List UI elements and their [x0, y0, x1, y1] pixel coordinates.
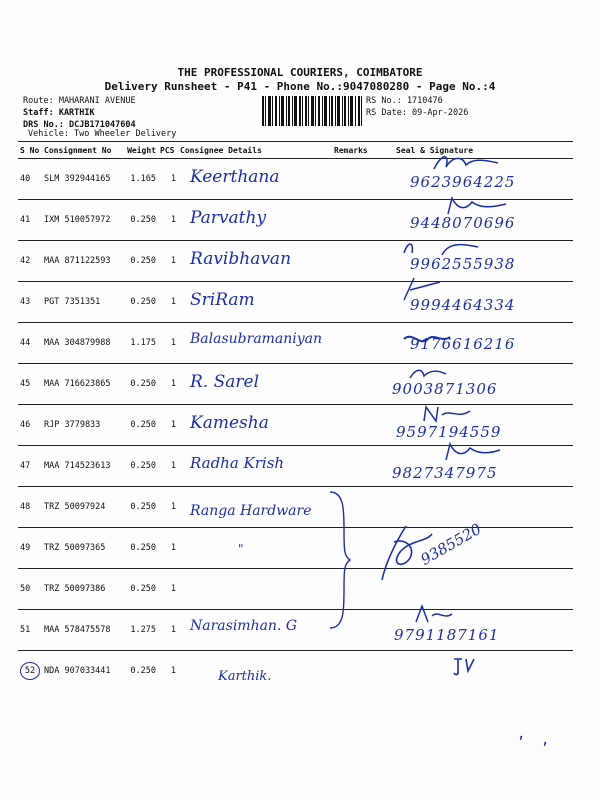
- runsheet-meta-right: [366, 95, 468, 119]
- col-pcs: PCS: [158, 142, 178, 159]
- row-consignment: TRZ 50097386: [42, 569, 122, 610]
- row-seal: [382, 405, 573, 446]
- row-pcs: 1: [170, 666, 176, 676]
- row-sno: [18, 651, 42, 692]
- phone-handwriting: 9994464334: [410, 296, 516, 314]
- consignee-handwriting: Narasimhan. G: [190, 618, 298, 634]
- row-pcs: 1: [158, 569, 178, 610]
- table-row: [18, 282, 573, 323]
- row-sno: 47: [18, 446, 42, 487]
- consignee-handwriting: SriRam: [190, 290, 255, 310]
- row-weight: 1.175: [122, 323, 158, 364]
- row-consignment: IXM 510057972: [42, 200, 122, 241]
- row-sno: 40: [18, 159, 42, 200]
- col-consignee: Consignee Details: [178, 142, 332, 159]
- row-weight: 0.250: [122, 241, 158, 282]
- company-title: THE PROFESSIONAL COURIERS, COIMBATORE: [177, 66, 423, 79]
- row-consignment: MAA 714523613: [42, 446, 122, 487]
- pen-mark: ,: [541, 732, 550, 748]
- barcode: [262, 96, 362, 126]
- row-pcs: 1: [158, 610, 178, 651]
- row-consignee: [178, 610, 332, 651]
- row-sno: 46: [18, 405, 42, 446]
- group-phone-handwriting: 9385520: [417, 519, 485, 569]
- row-pcs: 1: [158, 241, 178, 282]
- rs-number: RS No.: 1710476: [366, 96, 443, 106]
- row-remarks: [332, 200, 382, 241]
- row-sno: 45: [18, 364, 42, 405]
- row-consignment: MAA 304879988: [42, 323, 122, 364]
- row-remarks: [332, 323, 382, 364]
- row-remarks: [332, 159, 382, 200]
- vehicle: Vehicle: Two Wheeler Delivery: [28, 129, 177, 139]
- row-consignee: [178, 405, 332, 446]
- row-consignment: TRZ 50097365: [42, 528, 122, 569]
- row-consignment: MAA 578475578: [42, 610, 122, 651]
- table-row: [18, 610, 573, 651]
- phone-handwriting: 9827347975: [392, 464, 498, 482]
- row-sno: 41: [18, 200, 42, 241]
- signature-mark: [432, 151, 502, 175]
- table-row: [18, 200, 573, 241]
- staff: Staff: KARTHIK: [23, 108, 95, 118]
- row-weight: 0.250: [122, 487, 158, 528]
- row-consignee: [178, 241, 332, 282]
- row-consignment: MAA 871122593: [42, 241, 122, 282]
- signature-mark: [422, 405, 472, 423]
- pen-mark: ,: [517, 726, 526, 742]
- route: Route: MAHARANI AVENUE: [23, 96, 136, 106]
- col-seal: Seal & Signature: [382, 142, 573, 159]
- grouping-brace: [326, 490, 354, 630]
- row-remarks: [332, 364, 382, 405]
- row-weight: 0.250: [122, 282, 158, 323]
- initials-mark: [452, 655, 478, 677]
- row-weight: 0.250: [122, 528, 158, 569]
- consignee-handwriting: ": [238, 542, 244, 556]
- table-row: [18, 241, 573, 282]
- table-row: [18, 323, 573, 364]
- row-weight: 0.250: [122, 446, 158, 487]
- row-seal: [382, 446, 573, 487]
- row-consignment: NDA 907033441: [44, 666, 111, 676]
- row-remarks: [332, 282, 382, 323]
- col-consignment: Consignment No: [42, 142, 122, 159]
- consignee-handwriting: Radha Krish: [190, 454, 285, 472]
- row-weight: 0.250: [130, 666, 156, 676]
- delivery-table: [18, 141, 573, 691]
- consignee-handwriting: Ravibhavan: [190, 249, 292, 269]
- consignee-handwriting: Parvathy: [190, 208, 267, 228]
- row-seal: [382, 323, 573, 364]
- signature-mark: [442, 442, 502, 462]
- row-consignee: [178, 651, 332, 692]
- row-pcs: 1: [158, 528, 178, 569]
- consignee-handwriting: Keerthana: [190, 167, 280, 187]
- consignee-handwriting: Balasubramaniyan: [190, 331, 323, 347]
- table-row: [18, 364, 573, 405]
- table-row: [18, 651, 573, 692]
- row-pcs: 1: [158, 159, 178, 200]
- row-seal: [382, 651, 573, 692]
- consignee-handwriting: Karthik.: [218, 669, 272, 684]
- row-consignment: TRZ 50097924: [42, 487, 122, 528]
- phone-handwriting: 9791187161: [394, 626, 500, 644]
- drs-number: DRS No.: DCJB171047604: [23, 120, 136, 130]
- row-pcs: 1: [158, 200, 178, 241]
- row-weight: 0.250: [122, 405, 158, 446]
- row-sno: 43: [18, 282, 42, 323]
- row-seal: [382, 610, 573, 651]
- col-remarks: Remarks: [332, 142, 382, 159]
- row-pcs: 1: [158, 446, 178, 487]
- row-consignee: [178, 364, 332, 405]
- signature-mark: [414, 604, 454, 624]
- row-weight: 0.250: [122, 569, 158, 610]
- phone-handwriting: 9597194559: [396, 423, 502, 441]
- row-consignee: [178, 323, 332, 364]
- row-consignee: [178, 569, 332, 610]
- row-consignment: PGT 7351351: [42, 282, 122, 323]
- consignee-handwriting: Kamesha: [190, 413, 269, 433]
- row-pcs: 1: [158, 487, 178, 528]
- table-row: [18, 446, 573, 487]
- row-weight: 1.275: [122, 610, 158, 651]
- row-consignee: [178, 528, 332, 569]
- runsheet-title: Delivery Runsheet - P41 - Phone No.:9047080280 - Page No.:4: [104, 80, 496, 93]
- row-sno: 51: [18, 610, 42, 651]
- row-weight: 1.165: [122, 159, 158, 200]
- row-pcs: 1: [158, 405, 178, 446]
- col-sno: S No: [18, 142, 42, 159]
- group-signature: [376, 519, 526, 602]
- row-consignment: SLM 392944165: [42, 159, 122, 200]
- row-consignee: [178, 282, 332, 323]
- phone-handwriting: 9962555938: [410, 255, 516, 273]
- row-weight: 0.250: [122, 364, 158, 405]
- runsheet-meta-left: [23, 95, 136, 131]
- row-consignment: RJP 3779833: [42, 405, 122, 446]
- phone-handwriting: 9623964225: [410, 173, 516, 191]
- row-remarks: [332, 405, 382, 446]
- row-consignee: [178, 446, 332, 487]
- row-seal: [382, 364, 573, 405]
- row-seal: [382, 200, 573, 241]
- row-remarks: [332, 241, 382, 282]
- row-pcs: 1: [158, 364, 178, 405]
- row-sno: 44: [18, 323, 42, 364]
- row-weight: 0.250: [122, 200, 158, 241]
- row-sno: 42: [18, 241, 42, 282]
- row-remarks: [332, 651, 382, 692]
- row-seal: [382, 282, 573, 323]
- phone-handwriting: 9176616216: [410, 335, 516, 353]
- row-pcs: 1: [158, 282, 178, 323]
- row-sno: 48: [18, 487, 42, 528]
- row-consignment: MAA 716623865: [42, 364, 122, 405]
- row-sno: 49: [18, 528, 42, 569]
- row-remarks: [332, 446, 382, 487]
- phone-handwriting: 9003871306: [392, 380, 498, 398]
- row-pcs: 1: [158, 323, 178, 364]
- phone-handwriting: 9448070696: [410, 214, 516, 232]
- consignee-handwriting: Ranga Hardware: [190, 503, 312, 519]
- col-weight: Weight: [122, 142, 158, 159]
- consignee-handwriting: R. Sarel: [190, 372, 260, 392]
- circled-row-number: 52: [20, 662, 40, 680]
- table-row: [18, 405, 573, 446]
- row-consignee: [178, 159, 332, 200]
- row-sno: 50: [18, 569, 42, 610]
- rs-date: RS Date: 09-Apr-2026: [366, 108, 469, 118]
- row-consignee: [178, 200, 332, 241]
- row-consignee: [178, 487, 332, 528]
